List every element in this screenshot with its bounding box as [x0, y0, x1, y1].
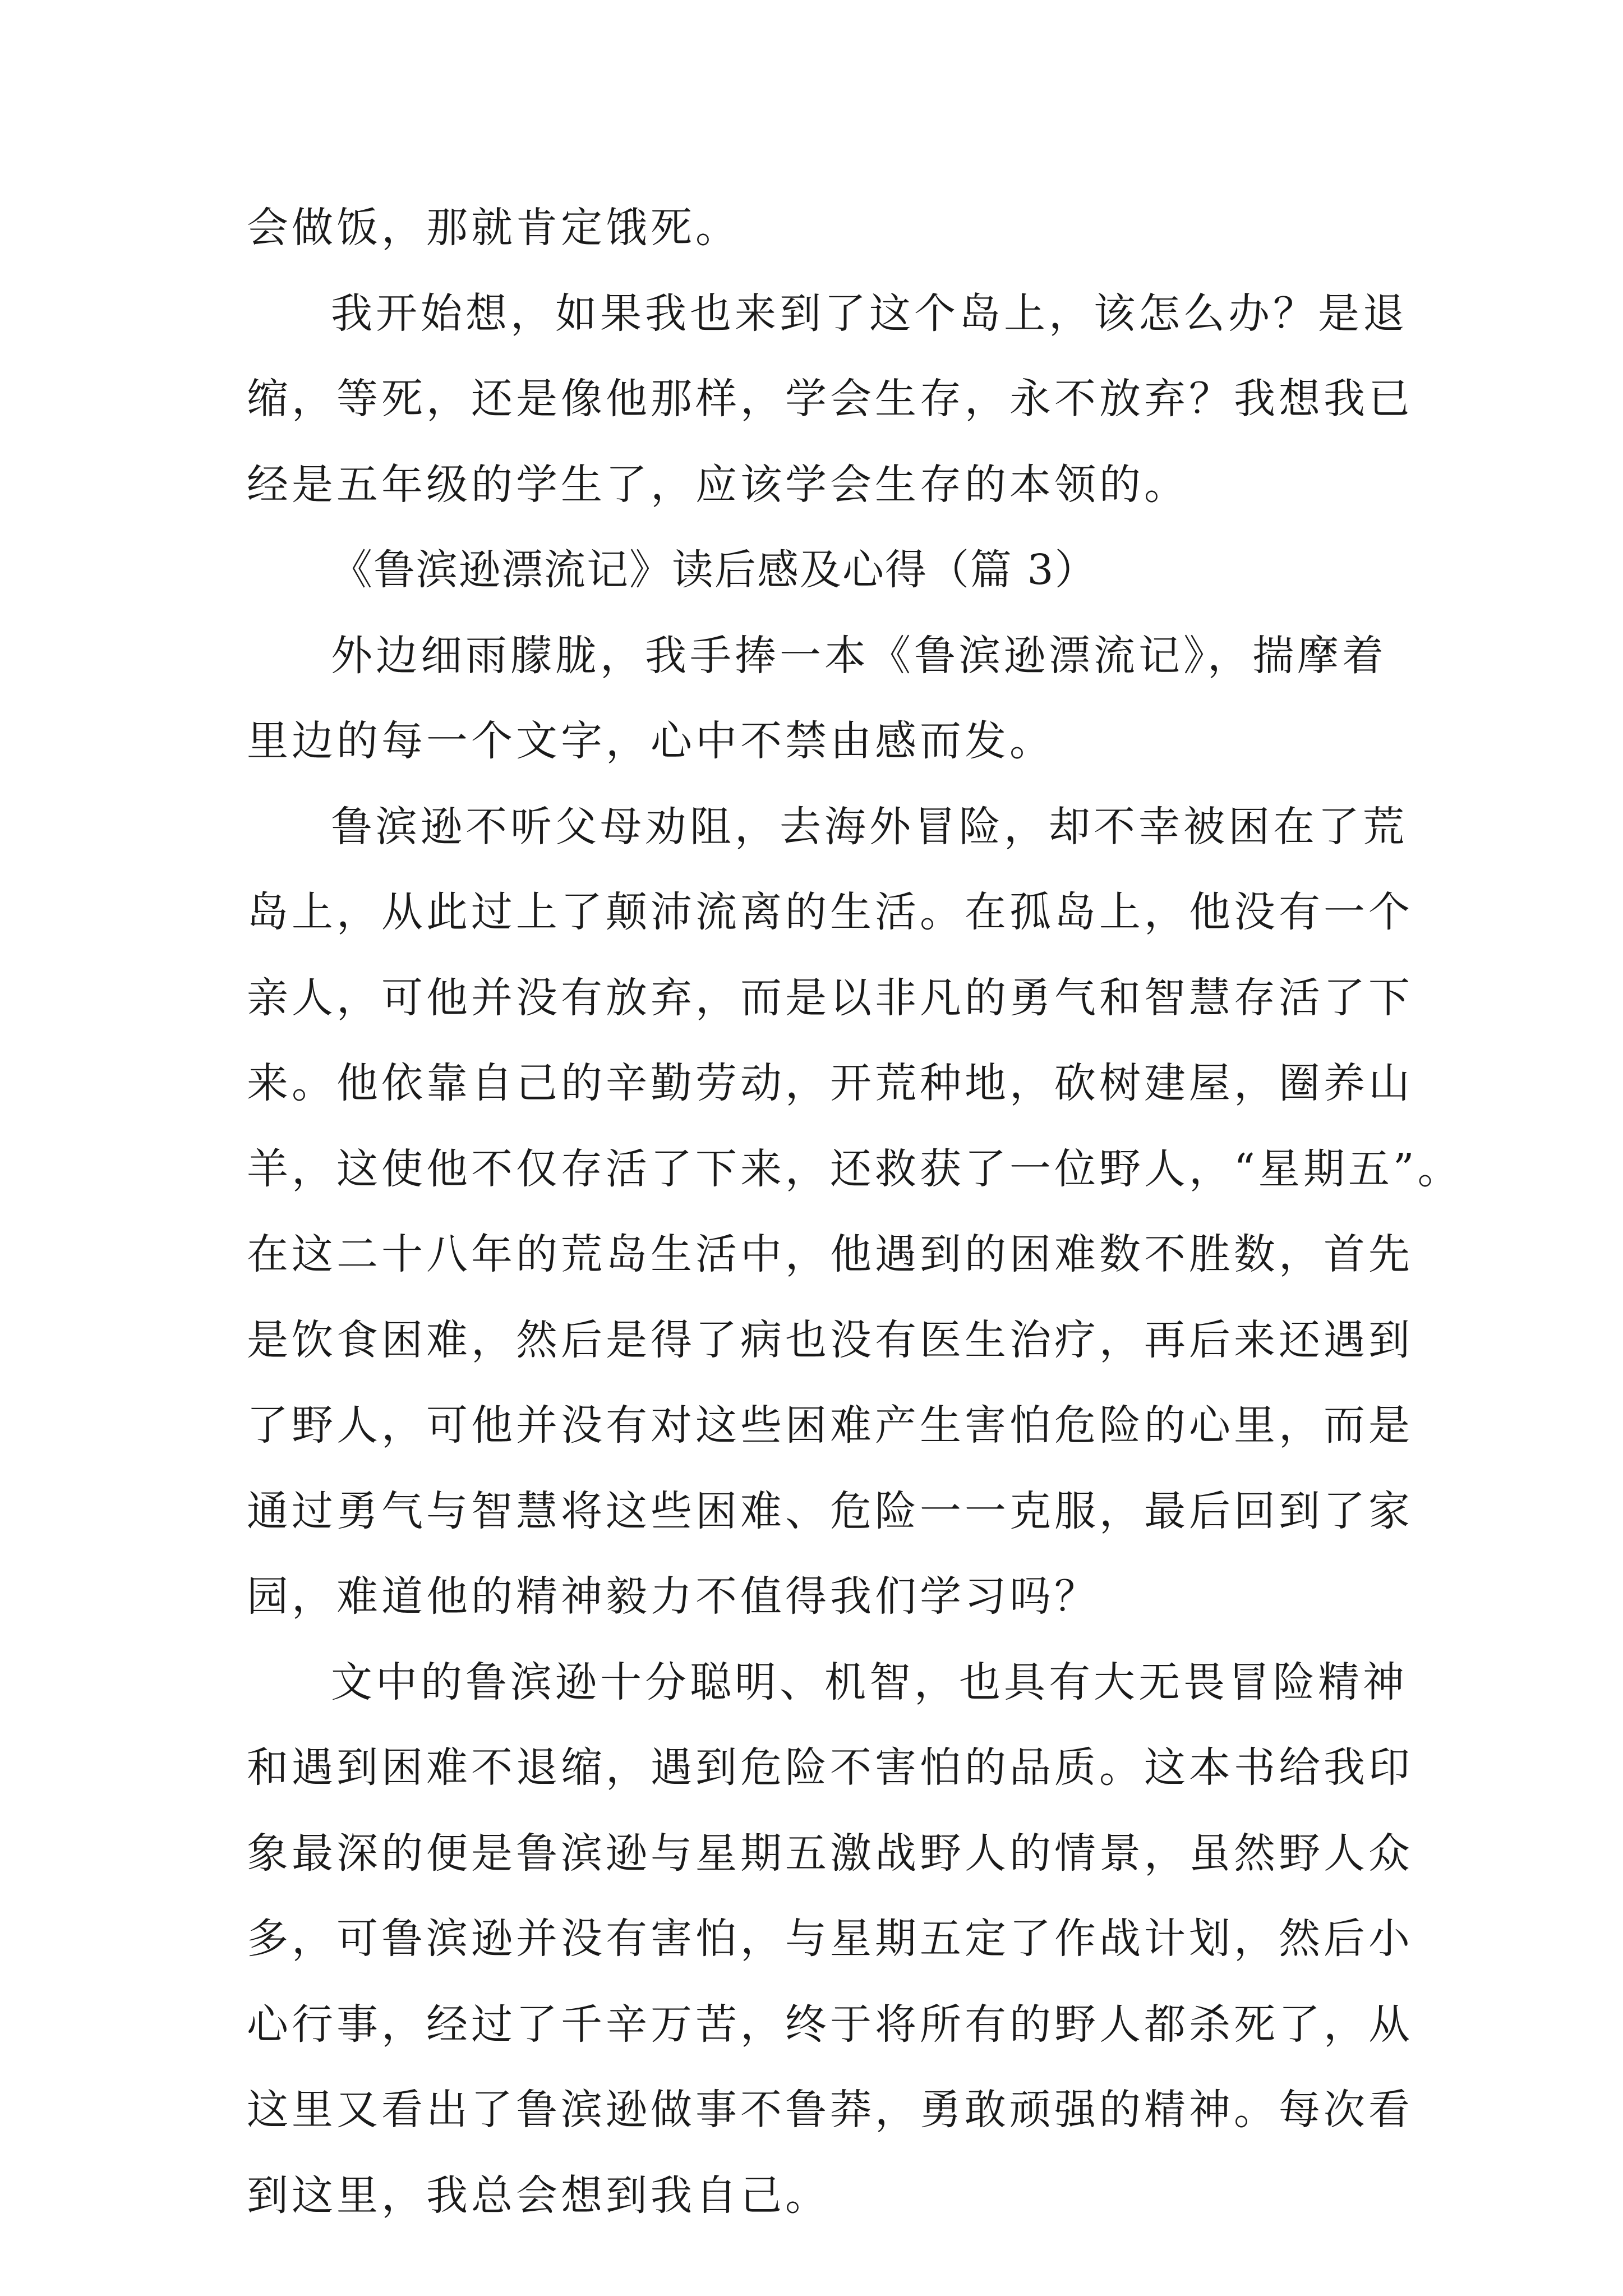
text-line: 园，难道他的精神毅力不值得我们学习吗？: [247, 1572, 1099, 1621]
text-line: 羊，这使他不仅存活了下来，还救获了一位野人，“星期五”。: [247, 1144, 1463, 1193]
text-line: 缩，等死，还是像他那样，学会生存，永不放弃？我想我已: [247, 375, 1413, 423]
body-text: [247, 185, 1463, 2238]
text-line: 心行事，经过了千辛万苦，终于将所有的野人都杀死了，从: [247, 2000, 1413, 2049]
text-line: 里边的每一个文字，心中不禁由感而发。: [247, 717, 1054, 765]
paragraph-start-line: 鲁滨逊不听父母劝阻，去海外冒险，却不幸被困在了荒: [331, 802, 1408, 851]
text-line: 到这里，我总会想到我自己。: [247, 2171, 830, 2220]
paragraph-start-line: 外边细雨朦胧，我手捧一本《鲁滨逊漂流记》，揣摩着: [331, 631, 1387, 680]
text-line: 在这二十八年的荒岛生活中，他遇到的困难数不胜数，首先: [247, 1230, 1413, 1278]
paragraph-start-line: 我开始想，如果我也来到了这个岛上，该怎么办？是退: [331, 289, 1408, 338]
text-line: 岛上，从此过上了颠沛流离的生活。在孤岛上，他没有一个: [247, 888, 1413, 936]
text-line: 是饮食困难，然后是得了病也没有医生治疗，再后来还遇到: [247, 1315, 1413, 1364]
text-line: 经是五年级的学生了，应该学会生存的本领的。: [247, 460, 1189, 509]
text-line: 象最深的便是鲁滨逊与星期五激战野人的情景，虽然野人众: [247, 1829, 1413, 1878]
text-line: 多，可鲁滨逊并没有害怕，与星期五定了作战计划，然后小: [247, 1915, 1413, 1963]
text-line: 和遇到困难不退缩，遇到危险不害怕的品质。这本书给我印: [247, 1743, 1413, 1792]
text-line: 亲人，可他并没有放弃，而是以非凡的勇气和智慧存活了下: [247, 973, 1413, 1022]
text-line: 来。他依靠自己的辛勤劳动，开荒种地，砍树建屋，圈养山: [247, 1059, 1413, 1107]
paragraph-start-line: 文中的鲁滨逊十分聪明、机智，也具有大无畏冒险精神: [331, 1658, 1408, 1706]
section-heading: 《鲁滨逊漂流记》读后感及心得（篇 3）: [331, 546, 1098, 594]
text-line: 通过勇气与智慧将这些困难、危险一一克服，最后回到了家: [247, 1487, 1413, 1535]
text-line: 这里又看出了鲁滨逊做事不鲁莽，勇敢顽强的精神。每次看: [247, 2086, 1413, 2134]
text-line: 会做饭，那就肯定饿死。: [247, 204, 740, 252]
text-line: 了野人，可他并没有对这些困难产生害怕危险的心里，而是: [247, 1401, 1413, 1450]
